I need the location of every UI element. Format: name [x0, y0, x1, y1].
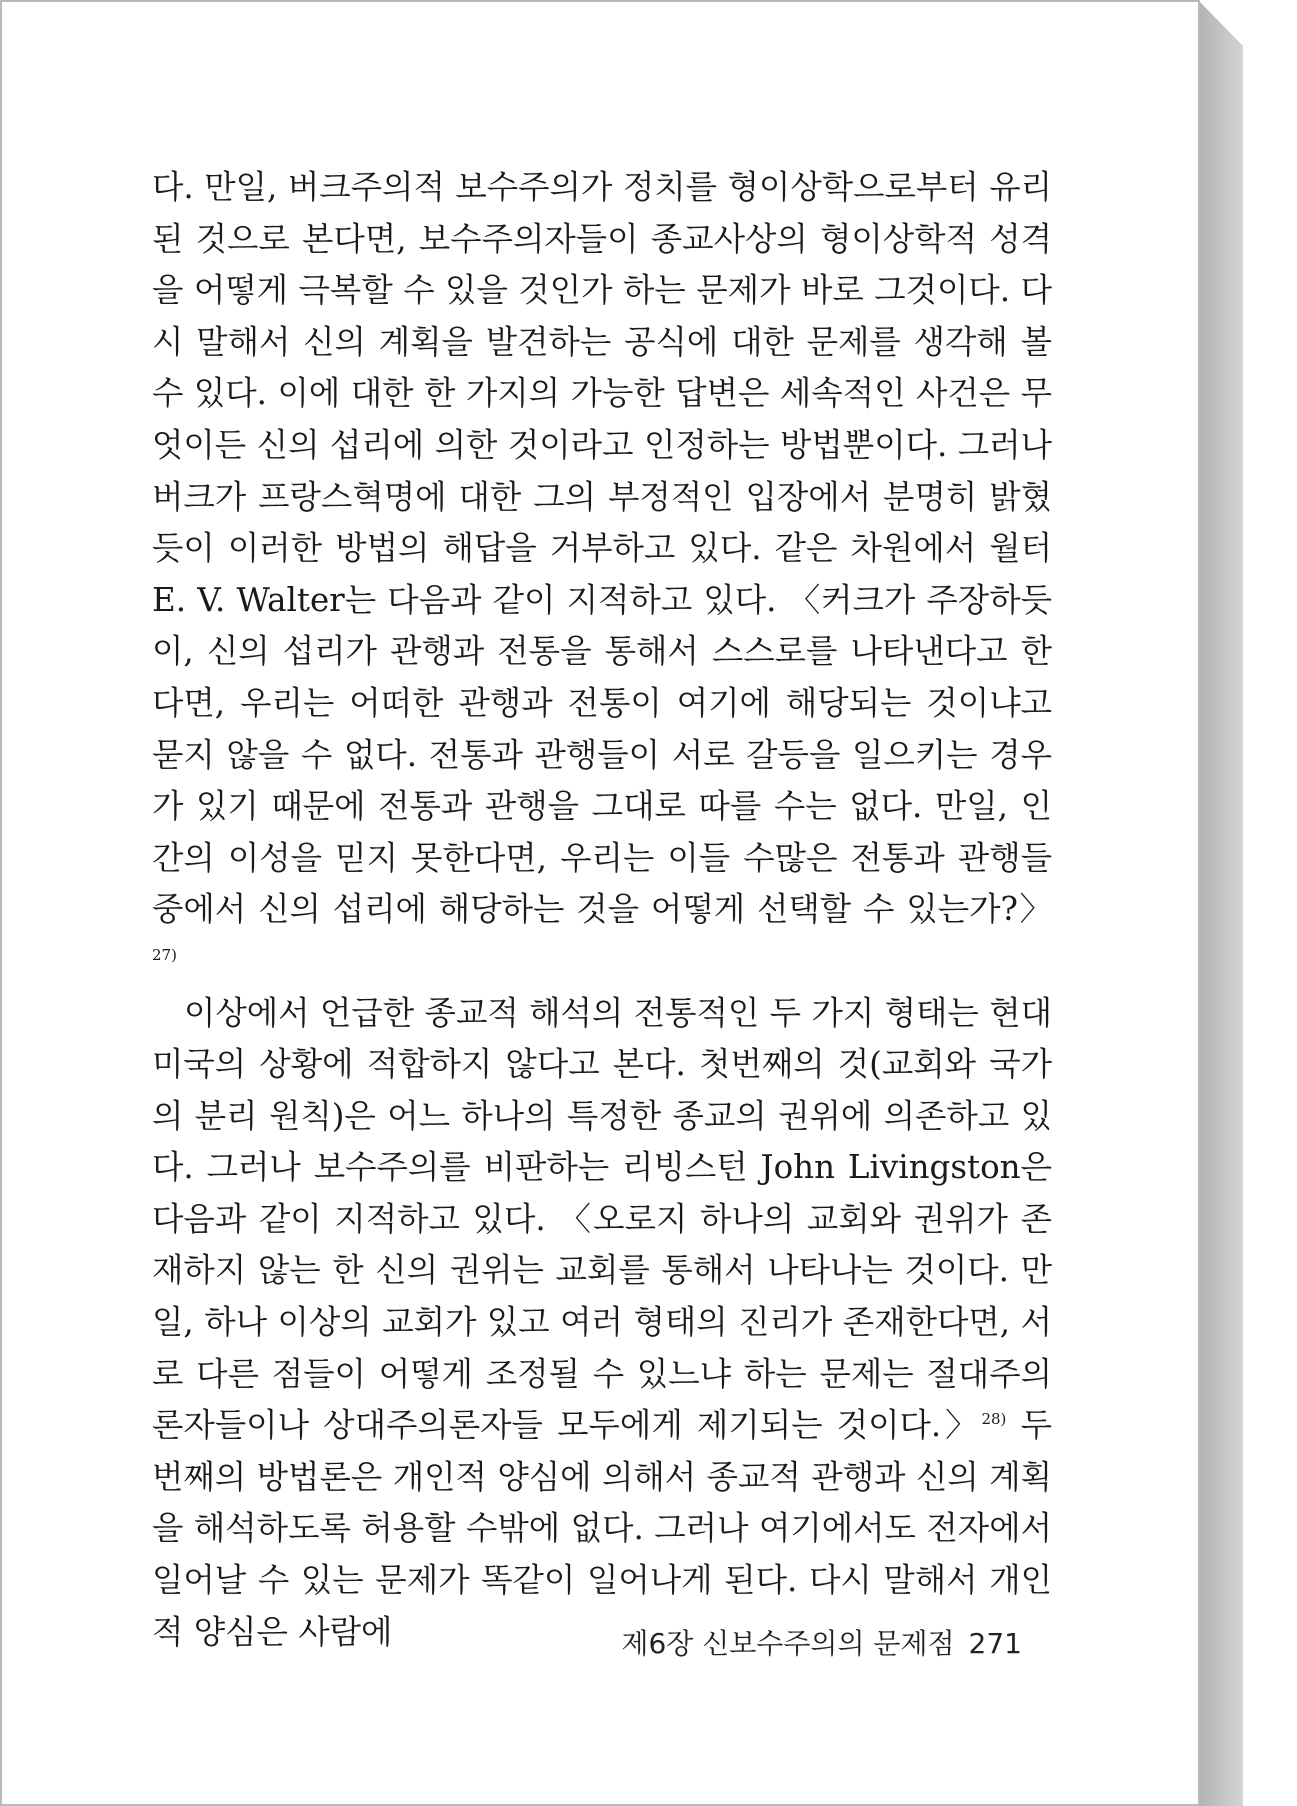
footnote-ref-27: 27): [152, 946, 177, 965]
paragraph-1: [152, 162, 1052, 988]
page-footer: [602, 1622, 1022, 1662]
paragraph-2: [152, 988, 1052, 1659]
paragraph-2-tail: 두번째의 방법론은 개인적 양심에 의해서 종교적 관행과 신의 계획을 해석하도록 허용할 수밖에 없다. 그러나 여기에서도 전자에서 일어날 수 있는 문제가 똑같이 일어나게 된다. 다시 말해서 개인적 양심은 사람에: [152, 1406, 1052, 1651]
page-number: 271: [968, 1627, 1022, 1660]
page-body: [152, 162, 1052, 1658]
footnote-ref-28: 28): [981, 1410, 1007, 1429]
running-chapter-title: 제6장 신보수주의의 문제점: [621, 1627, 955, 1660]
paragraph-2-text: 이상에서 언급한 종교적 해석의 전통적인 두 가지 형태는 현대 미국의 상황에 적합하지 않다고 본다. 첫번째의 것(교회와 국가의 분리 원칙)은 어느 하나의 특정한 종교의 권위에 의존하고 있다. 그러나 보수주의를 비판하는 리빙스턴 John Livingston은 다음과 같이 지적하고 있다. 〈오로지 하나의 교회와 권위가 존재하지 않는 한 신의 권위는 교회를 통해서 나타나는 것이다. 만일, 하나 이상의 교회가 있고 여러 형태의 진리가 존재한다면, 서로 다른 점들이 어떻게 조정될 수 있느냐 하는 문제는 절대주의론자들이나 상대주의론자들 모두에게 제기되는 것이다.〉: [152, 993, 1052, 1445]
paragraph-1-text: 다. 만일, 버크주의적 보수주의가 정치를 형이상학으로부터 유리된 것으로 본다면, 보수주의자들이 종교사상의 형이상학적 성격을 어떻게 극복할 수 있을 것인가 하는 문제가 바로 그것이다. 다시 말해서 신의 계획을 발견하는 공식에 대한 문제를 생각해 볼 수 있다. 이에 대한 한 가지의 가능한 답변은 세속적인 사건은 무엇이든 신의 섭리에 의한 것이라고 인정하는 방법뿐이다. 그러나 버크가 프랑스혁명에 대한 그의 부정적인 입장에서 분명히 밝혔듯이 이러한 방법의 해답을 거부하고 있다. 같은 차원에서 월터 E. V. Walter는 다음과 같이 지적하고 있다. 〈커크가 주장하듯이, 신의 섭리가 관행과 전통을 통해서 스스로를 나타낸다고 한다면, 우리는 어떠한 관행과 전통이 여기에 해당되는 것이냐고 묻지 않을 수 없다. 전통과 관행들이 서로 갈등을 일으키는 경우가 있기 때문에 전통과 관행을 그대로 따를 수는 없다. 만일, 인간의 이성을 믿지 못한다면, 우리는 이들 수많은 전통과 관행들 중에서 신의 섭리에 해당하는 것을 어떻게 선택할 수 있는가?〉: [152, 168, 1052, 929]
